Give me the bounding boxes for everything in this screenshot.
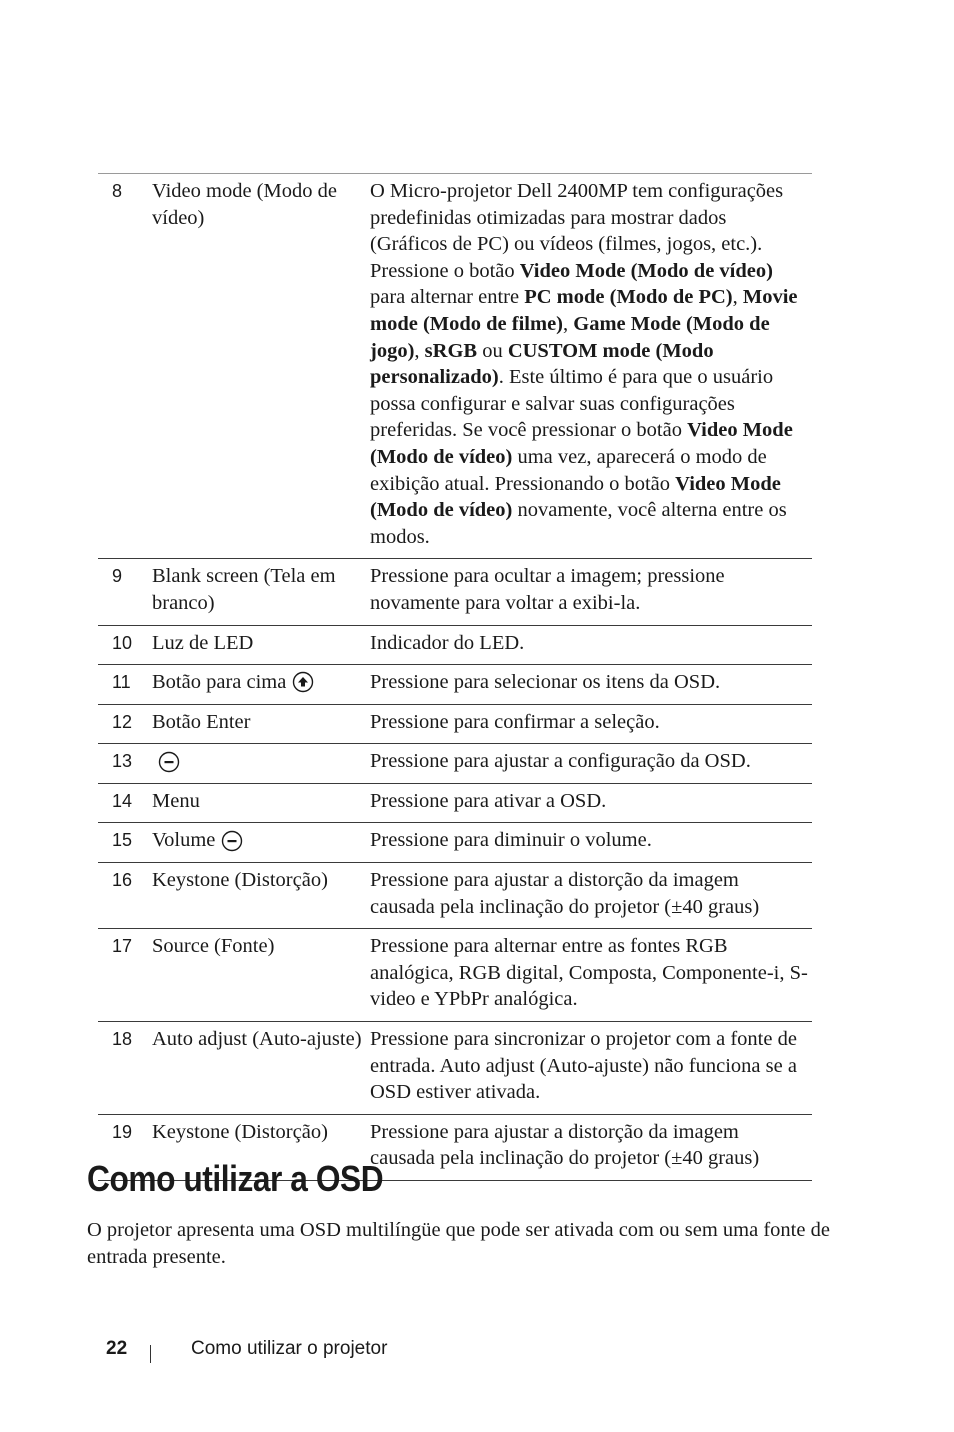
description-emphasis: Video Mode (Modo de vídeo) [370,472,781,522]
table-row [98,1022,812,1115]
item-description [370,665,812,705]
minus-button-icon [221,830,243,852]
table-row [98,704,812,744]
description-emphasis: Video Mode (Modo de vídeo) [519,259,773,282]
item-number: 19 [112,1121,133,1142]
table-row [98,863,812,929]
table-row [98,625,812,665]
table-row [98,823,812,863]
item-name-text: Botão Enter [152,710,251,733]
description-emphasis: Movie mode (Modo de filme) [370,286,798,335]
description-text: ou [477,339,508,362]
item-name-text: Keystone (Distorção) [152,1120,328,1143]
table-row [98,559,812,625]
item-number: 13 [112,751,133,772]
item-description [370,744,812,784]
table-row [98,665,812,705]
item-name [152,863,370,929]
minus-button-icon [158,751,180,773]
item-description [370,625,812,665]
description-emphasis: Video Mode (Modo de vídeo) [370,419,793,468]
table-row [98,929,812,1022]
item-number: 17 [112,936,133,957]
description-text: O Micro-projetor Dell 2400MP tem configurações predefinidas otimizadas para mostrar dados (Gráficos de PC) ou vídeos (filmes, jogos, etc.). Pressione o botão [370,180,784,282]
description-text: Pressione para ocultar a imagem; pressione novamente para voltar a exibi-la. [370,565,725,614]
item-number: 8 [112,181,123,201]
description-text: novamente, você alterna entre os modos. [370,499,787,548]
item-name-text: Source (Fonte) [152,935,275,958]
item-number: 18 [112,1029,133,1050]
item-name-text: Auto adjust (Auto-ajuste) [152,1028,362,1051]
description-emphasis: sRGB [424,339,478,362]
description-emphasis: CUSTOM mode (Modo personalizado) [370,339,714,389]
description-text: Pressione para diminuir o volume. [370,829,652,852]
item-name [152,625,370,665]
description-text: Pressione para confirmar a seleção. [370,710,660,733]
item-number: 14 [112,790,133,811]
item-name [152,1022,370,1115]
item-number: 12 [112,711,133,732]
description-text: Pressione para sincronizar o projetor com a fonte de entrada. Auto adjust (Auto-ajuste) não funciona se a OSD estiver ativada. [370,1028,797,1104]
item-description [370,929,812,1022]
description-emphasis: PC mode (Modo de PC) [524,286,733,309]
item-name [152,665,370,705]
item-name-text: Blank screen (Tela em branco) [152,565,336,614]
description-text: Pressione para ajustar a configuração da OSD. [370,750,751,773]
table-row [98,744,812,784]
item-number: 9 [112,566,123,587]
item-name [152,783,370,823]
item-name [152,559,370,625]
page-number: 22 [106,1338,128,1359]
item-name [152,744,370,784]
description-text: , [414,339,425,362]
item-name [152,174,370,559]
item-description [370,559,812,625]
description-text: Pressione para alternar entre as fontes RGB analógica, RGB digital, Composta, Componente-i, S-video e YPbPr analógica. [370,935,808,1011]
footer-divider [150,1345,151,1363]
item-description [370,1114,812,1180]
description-text: Pressione para ajustar a distorção da imagem causada pela inclinação do projetor (±40 graus) [370,869,760,918]
table-row [98,783,812,823]
item-name-text: Botão para cima [152,671,287,694]
item-name [152,704,370,744]
description-text: . Este último é para que o usuário possa configurar e salvar suas configurações preferidas. Se você pressionar o botão [370,366,774,442]
description-text: , [563,312,574,335]
description-text: Indicador do LED. [370,631,525,654]
item-number: 11 [112,672,131,693]
section-intro-paragraph: O projetor apresenta uma OSD multilíngüe que pode ser ativada com ou sem uma fonte de entrada presente. [87,1219,830,1268]
item-description [370,174,812,559]
item-number: 15 [112,830,133,851]
item-name [152,929,370,1022]
item-name-text: Video mode (Modo de vídeo) [152,180,337,229]
description-text: para alternar entre [370,286,525,309]
footer-chapter-title: Como utilizar o projetor [191,1338,388,1359]
up-button-icon [292,671,314,693]
item-name-text: Keystone (Distorção) [152,869,328,892]
button-reference-table [98,173,812,1181]
description-text: Pressione para ajustar a distorção da imagem causada pela inclinação do projetor (±40 graus) [370,1120,760,1170]
item-number: 10 [112,632,133,653]
item-description [370,1022,812,1115]
item-name [152,823,370,863]
description-text: , [732,286,743,309]
description-text: Pressione para ativar a OSD. [370,789,607,812]
item-number: 16 [112,870,133,891]
section-heading: Como utilizar a OSD [87,1158,384,1199]
description-emphasis: Game Mode (Modo de jogo) [370,312,770,362]
item-description [370,704,812,744]
item-description [370,863,812,929]
description-text: uma vez, aparecerá o modo de exibição atual. Pressionando o botão [370,445,767,495]
description-text: Pressione para selecionar os itens da OSD. [370,671,721,694]
item-name-text: Menu [152,789,200,812]
item-description [370,823,812,863]
item-description [370,783,812,823]
item-name-text: Luz de LED [152,631,254,654]
item-name-text: Volume [152,829,216,852]
table-row [98,174,812,559]
